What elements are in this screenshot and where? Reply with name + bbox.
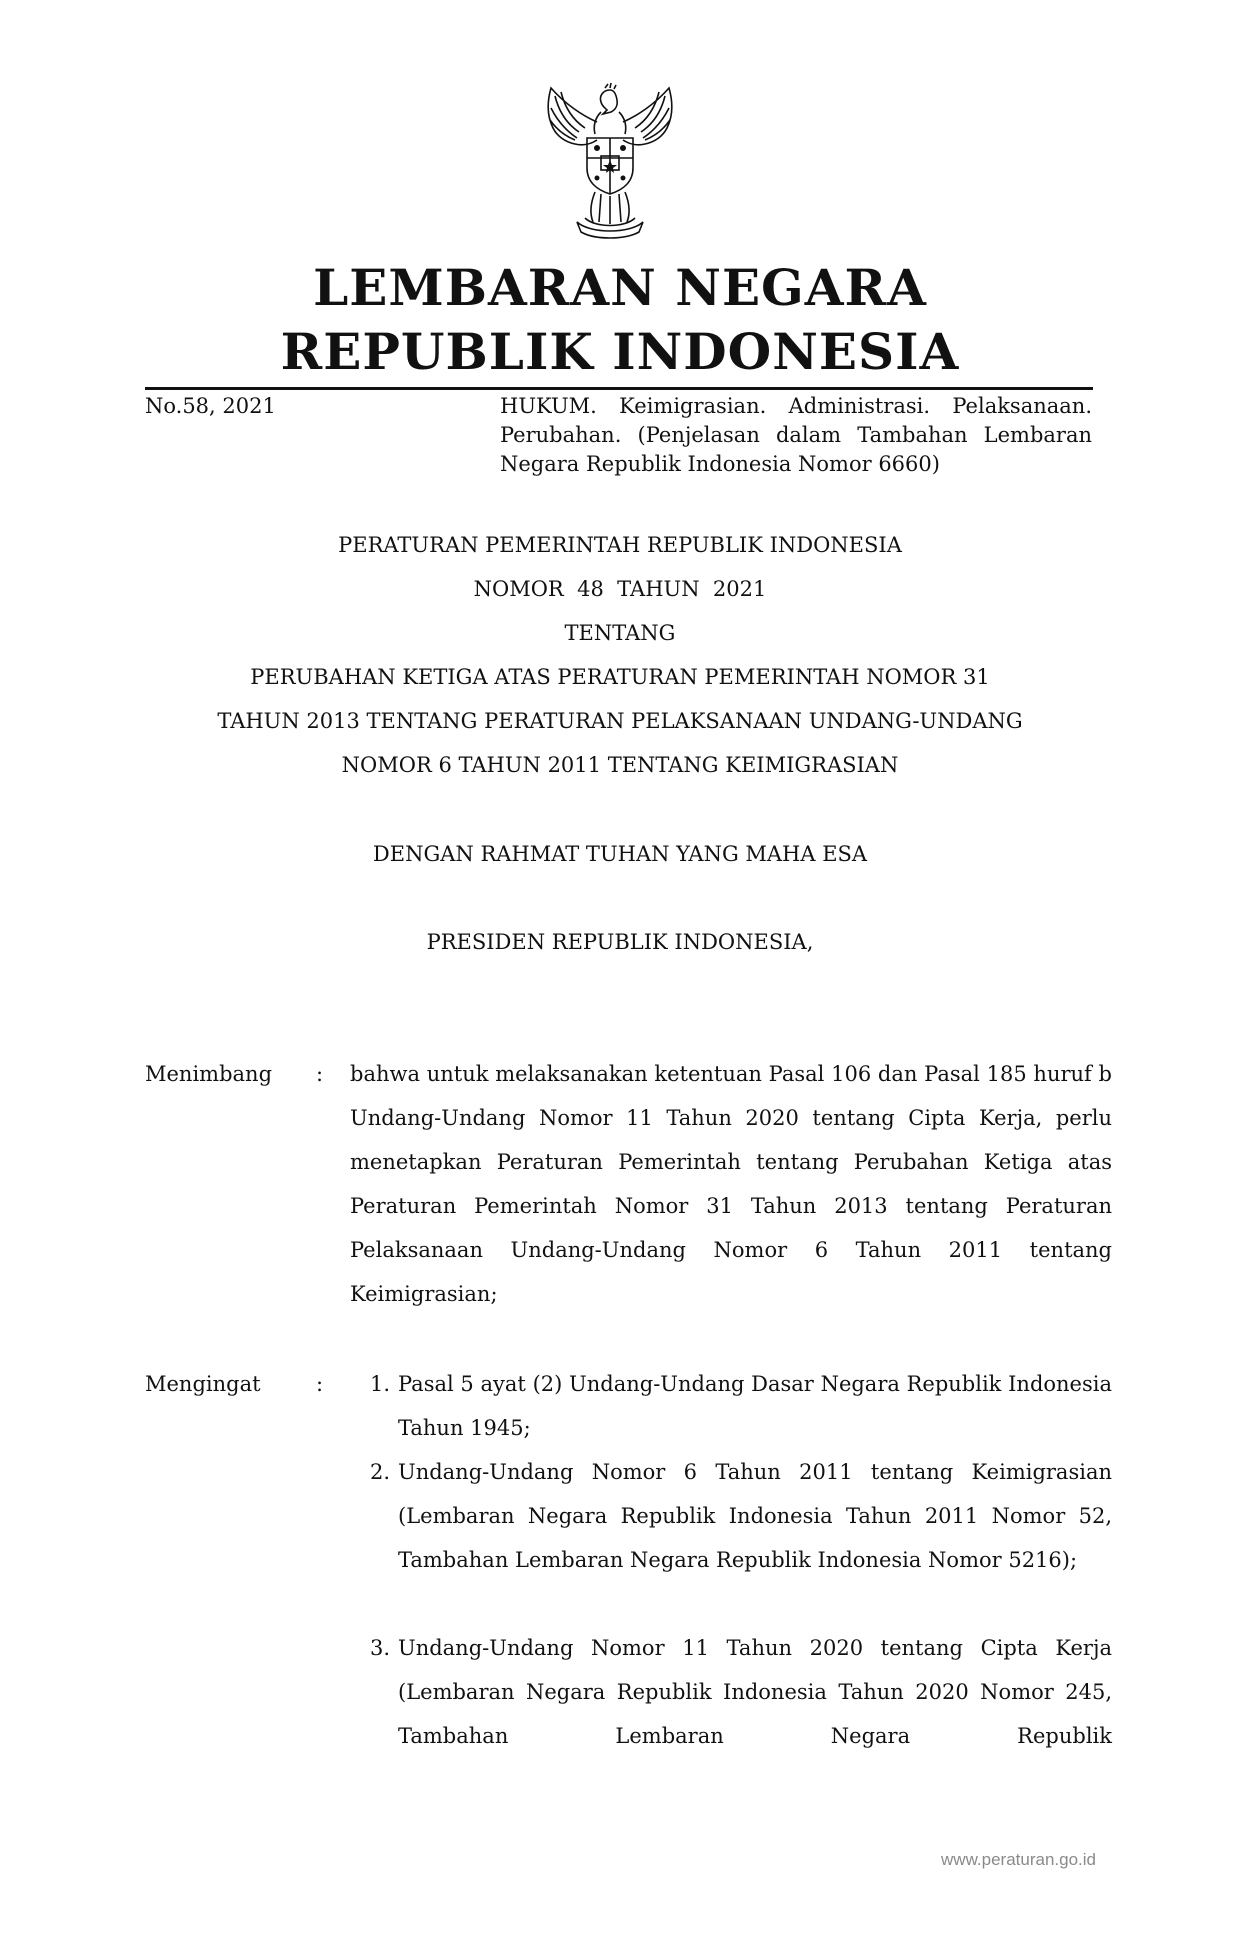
regulation-title: PERATURAN PEMERINTAH REPUBLIK INDONESIA (338, 533, 902, 557)
menimbang-label: Menimbang (145, 1062, 273, 1086)
mengingat-item-text: Pasal 5 ayat (2) Undang-Undang Dasar Negara Republik Indonesia Tahun 1945; (398, 1372, 1112, 1440)
regulation-number: NOMOR 48 TAHUN 2021 (473, 577, 767, 601)
mengingat-item-text: Undang-Undang Nomor 6 Tahun 2011 tentang Keimigrasian (Lembaran Negara Republik Indonesia Tahun 2011 Nomor 52, Tambahan Lembaran Negara Republik Indonesia Nomor 5216); (398, 1460, 1112, 1572)
masthead-title-line-2: REPUBLIK INDONESIA (280, 322, 960, 381)
gazette-description: HUKUM. Keimigrasian. Administrasi. Pelaksanaan. Perubahan. (Penjelasan dalam Tambahan Lembaran Negara Republik Indonesia Nomor 6660) (500, 394, 1092, 476)
invocation: DENGAN RAHMAT TUHAN YANG MAHA ESA (372, 842, 868, 866)
president-heading: PRESIDEN REPUBLIK INDONESIA, (426, 930, 814, 954)
regulation-subject-line-1: PERUBAHAN KETIGA ATAS PERATURAN PEMERINTAH NOMOR 31 (250, 665, 990, 689)
mengingat-item-number: 3. (369, 1636, 390, 1660)
mengingat-colon: : (316, 1372, 324, 1396)
mengingat-item-text: Undang-Undang Nomor 11 Tahun 2020 tentang Cipta Kerja (Lembaran Negara Republik Indonesia Tahun 2020 Nomor 245, Tambahan Lembaran Negara Republik (398, 1636, 1112, 1748)
regulation-subject-line-2: TAHUN 2013 TENTANG PERATURAN PELAKSANAAN UNDANG-UNDANG (217, 709, 1023, 733)
masthead-title-line-1: LEMBARAN NEGARA (313, 258, 927, 317)
mengingat-item-number: 1. (369, 1372, 390, 1396)
regulation-about: TENTANG (564, 621, 676, 645)
menimbang-text: bahwa untuk melaksanakan ketentuan Pasal 106 dan Pasal 185 huruf b Undang-Undang Nomor 11 Tahun 2020 tentang Cipta Kerja, perlu menetapkan Peraturan Pemerintah tentang Perubahan Ketiga atas Peraturan Pemerintah Nomor 31 Tahun 2013 tentang Peraturan Pelaksanaan Undang-Undang Nomor 6 Tahun 2011 tentang Keimigrasian; (350, 1062, 1112, 1306)
mengingat-label: Mengingat (145, 1372, 261, 1396)
regulation-subject-line-3: NOMOR 6 TAHUN 2011 TENTANG KEIMIGRASIAN (341, 753, 899, 777)
menimbang-colon: : (316, 1062, 324, 1086)
mengingat-item-number: 2. (369, 1460, 390, 1484)
garuda-emblem-icon (535, 82, 685, 242)
masthead-rule (145, 387, 1093, 390)
gazette-number: No.58, 2021 (145, 394, 276, 418)
footer-website-link[interactable]: www.peraturan.go.id (941, 1850, 1096, 1869)
